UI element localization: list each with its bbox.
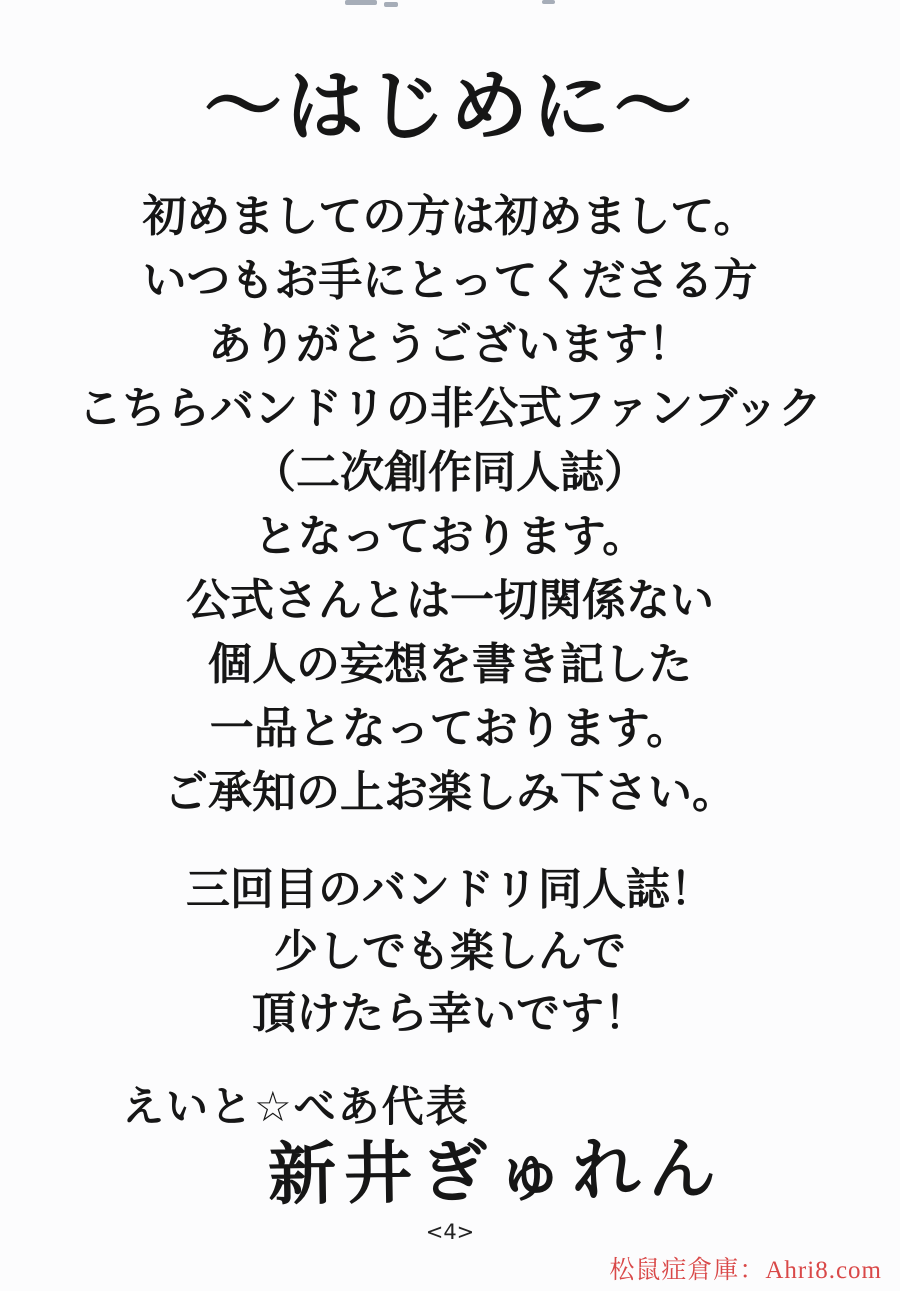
text-line: となっております。 (253, 511, 647, 563)
text-line: ご承知の上お楽しみ下さい。 (164, 767, 736, 819)
text-line: 個人の妄想を書き記した (208, 639, 692, 691)
page-number: <4> (425, 1220, 475, 1244)
text-line: ありがとうございます！ (208, 319, 692, 371)
closing-paragraph (0, 859, 900, 1045)
text-line: 三回目のバンドリ同人誌！ (186, 864, 714, 916)
intro-paragraph (0, 185, 900, 825)
scan-edge-artifact (345, 0, 377, 5)
text-line: 頂けたら幸いです！ (252, 988, 648, 1040)
scan-edge-artifact (542, 0, 555, 4)
watermark-text: 松鼠症倉庫：Ahri8.com (609, 1257, 882, 1284)
scan-edge-artifact (384, 2, 398, 7)
text-line: 初めましての方は初めまして。 (142, 191, 758, 243)
text-line: 少しでも楽しんで (274, 926, 626, 978)
author-signature: 新井ぎゅれん (267, 1129, 725, 1216)
text-line: 一品となっております。 (209, 703, 691, 755)
circle-representative-name: えいと☆べあ代表 (122, 1082, 470, 1131)
page-title: ～はじめに～ (203, 61, 696, 152)
text-line: 公式さんとは一切関係ない (186, 575, 714, 627)
text-line: （二次創作同人誌） (252, 447, 648, 499)
text-line: こちらバンドリの非公式ファンブック (77, 383, 823, 435)
text-line: いつもお手にとってくださる方 (142, 255, 758, 307)
